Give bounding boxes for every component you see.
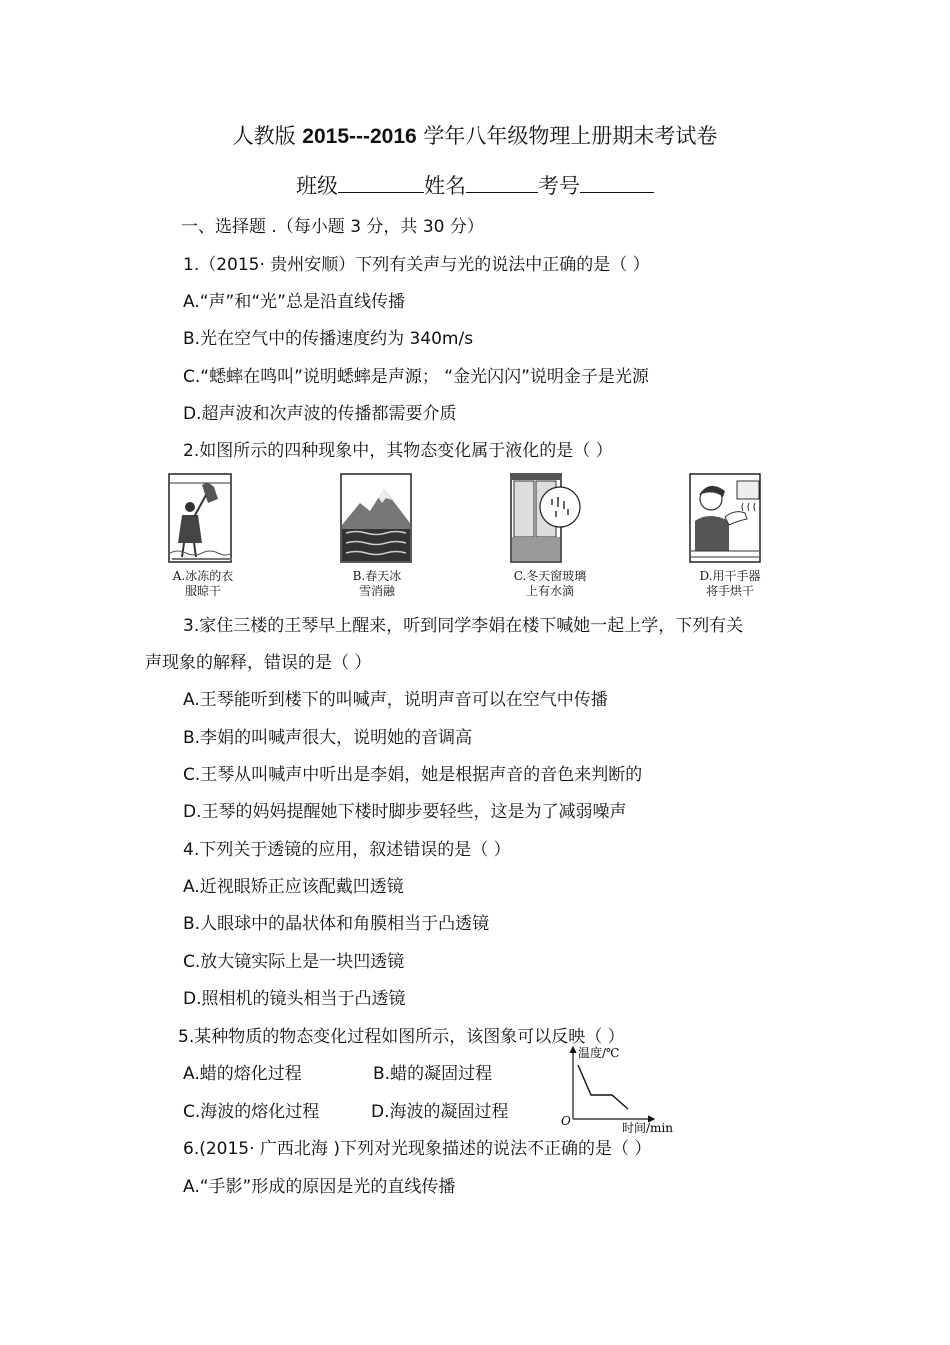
q5-stem: 5.某种物质的物态变化过程如图所示，该图象可以反映（ ） — [178, 1027, 625, 1047]
q2-caption-d — [680, 569, 780, 599]
q3-stem-line1: 3.家住三楼的王琴早上醒来，听到同学李娟在楼下喊她一起上学，下列有关 — [183, 616, 744, 636]
caption-a-line2: 服晾干 — [184, 584, 221, 598]
q4-option-d: D.照相机的镜头相当于凸透镜 — [183, 989, 406, 1009]
q3-option-c: C.王琴从叫喊声中听出是李娟，她是根据声音的音色来判断的 — [183, 765, 643, 785]
q5-temperature-graph — [556, 1043, 686, 1139]
q3-stem-line2: 声现象的解释，错误的是（ ） — [145, 653, 372, 673]
q2-picture-b — [340, 473, 412, 563]
id-label: 考号 — [538, 174, 580, 198]
caption-b-line1: B.春天冰 — [352, 569, 402, 583]
q1-option-c: C.“蟋蟀在鸣叫”说明蟋蟀是声源； “金光闪闪”说明金子是光源 — [183, 367, 649, 387]
graph-xlabel: 时间/min — [622, 1121, 673, 1135]
caption-d-line1: D.用干手器 — [699, 569, 761, 583]
class-label: 班级 — [296, 174, 338, 198]
q2-picture-a — [168, 473, 232, 563]
q2-stem: 2.如图所示的四种现象中，其物态变化属于液化的是（ ） — [183, 441, 613, 461]
caption-c-line2: 上有水滴 — [525, 584, 574, 598]
q3-option-a: A.王琴能听到楼下的叫喊声，说明声音可以在空气中传播 — [183, 690, 608, 710]
q4-option-c: C.放大镜实际上是一块凹透镜 — [183, 952, 405, 972]
student-info-line — [0, 170, 950, 200]
q3-option-b: B.李娟的叫喊声很大，说明她的音调高 — [183, 728, 473, 748]
graph-ylabel: 温度/℃ — [578, 1046, 620, 1060]
id-blank — [580, 174, 654, 193]
q5-option-d: D.海波的凝固过程 — [371, 1102, 509, 1122]
q4-option-b: B.人眼球中的晶状体和角膜相当于凸透镜 — [183, 914, 490, 934]
q1-option-a: A.“声”和“光”总是沿直线传播 — [183, 292, 405, 312]
caption-b-line2: 雪消融 — [358, 584, 395, 598]
q1-option-d: D.超声波和次声波的传播都需要介质 — [183, 404, 457, 424]
q2-caption-b — [332, 569, 422, 599]
title-years: 2015---2016 — [302, 125, 417, 148]
temperature-curve — [578, 1065, 628, 1109]
caption-c-line1: C.冬天窗玻璃 — [513, 569, 587, 583]
q4-stem: 4.下列关于透镜的应用，叙述错误的是（ ） — [183, 840, 511, 860]
section-heading: 一、选择题 .（每小题 3 分，共 30 分） — [181, 217, 484, 237]
q6-option-a: A.“手影”形成的原因是光的直线传播 — [183, 1177, 456, 1197]
title-prefix: 人教版 — [232, 124, 296, 148]
name-blank — [466, 174, 538, 193]
q6-stem: 6.(2015· 广西北海 )下列对光现象描述的说法不正确的是（ ） — [183, 1139, 652, 1159]
name-label: 姓名 — [424, 174, 466, 198]
q1-stem: 1.（2015· 贵州安顺）下列有关声与光的说法中正确的是（ ） — [183, 255, 650, 275]
exam-title — [0, 120, 950, 150]
q5-option-c: C.海波的熔化过程 — [183, 1102, 320, 1122]
q2-picture-d — [689, 473, 761, 563]
q5-option-a: A.蜡的熔化过程 — [183, 1064, 302, 1084]
title-suffix: 学年八年级物理上册期末考试卷 — [423, 124, 718, 148]
q3-option-d: D.王琴的妈妈提醒她下楼时脚步要轻些，这是为了减弱噪声 — [183, 802, 627, 822]
q2-picture-c — [510, 473, 582, 563]
graph-origin: O — [561, 1114, 571, 1128]
class-blank — [338, 174, 424, 193]
q5-option-b: B.蜡的凝固过程 — [373, 1064, 493, 1084]
q2-caption-a — [158, 569, 248, 599]
caption-d-line2: 将手烘干 — [705, 584, 754, 598]
q4-option-a: A.近视眼矫正应该配戴凹透镜 — [183, 877, 404, 897]
q1-option-b: B.光在空气中的传播速度约为 340m/s — [183, 329, 474, 349]
caption-a-line1: A.冰冻的衣 — [172, 569, 234, 583]
q2-caption-c — [500, 569, 600, 599]
